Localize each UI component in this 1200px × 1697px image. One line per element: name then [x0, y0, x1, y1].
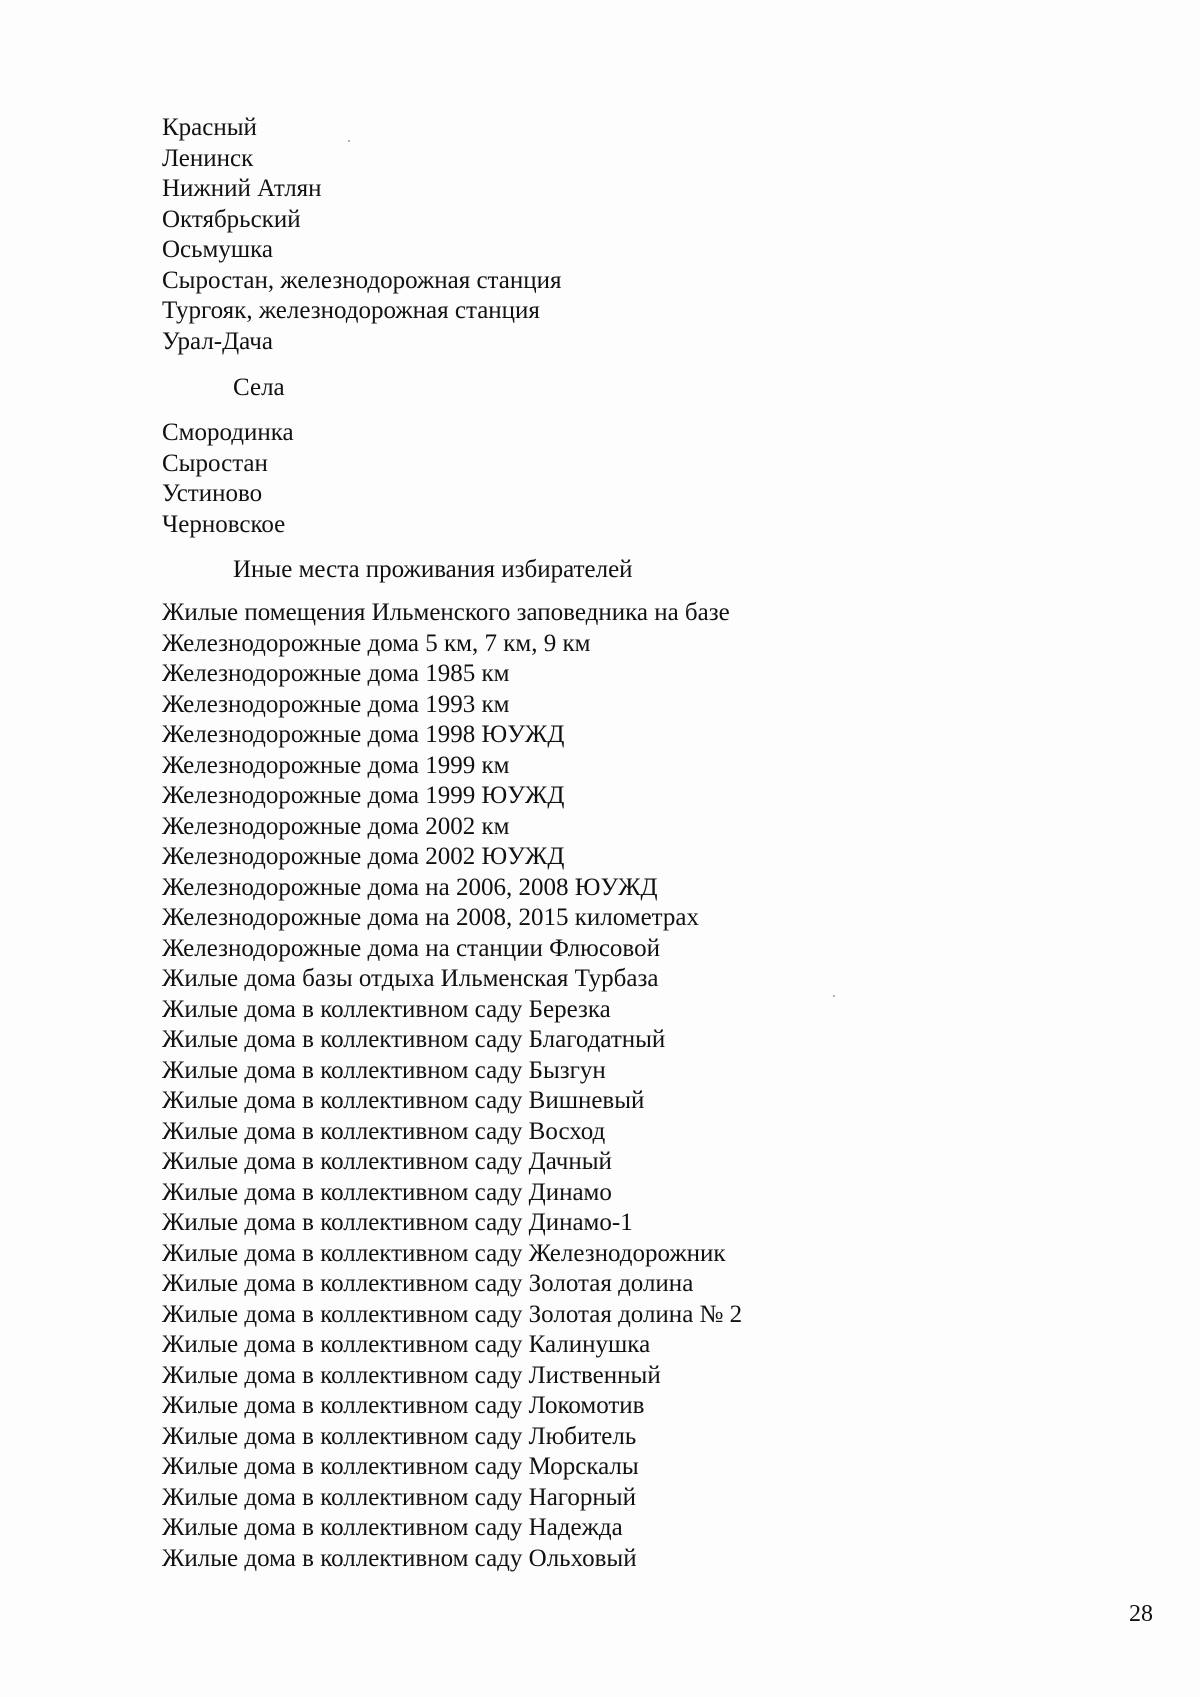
list-item: Железнодорожные дома 1999 ЮУЖД	[162, 782, 565, 809]
list-item: Жилые дома в коллективном саду Лиственный	[162, 1361, 661, 1389]
list-item: Жилые дома в коллективном саду Вишневый	[162, 1087, 645, 1114]
list-item: Жилые дома в коллективном саду Золотая долина № 2	[162, 1300, 743, 1328]
list-item: Жилые дома в коллективном саду Ольховый	[162, 1544, 637, 1572]
list-item: Железнодорожные дома 2002 ЮУЖД	[162, 843, 565, 870]
list-item: Железнодорожные дома 1999 км	[162, 751, 510, 779]
list-item: Красный	[162, 114, 257, 141]
list-item: Жилые дома в коллективном саду Благодатный	[162, 1026, 666, 1053]
list-item: Устиново	[162, 480, 263, 507]
list-item: Жилые дома в коллективном саду Березка	[162, 995, 611, 1023]
list-item: Смородинка	[162, 419, 294, 446]
list-item: Жилые дома в коллективном саду Локомотив	[162, 1392, 645, 1419]
list-item: Железнодорожные дома 1993 км	[162, 690, 510, 718]
list-item: Черновское	[162, 510, 286, 538]
list-item: Осьмушка	[162, 236, 273, 263]
page-number: 28	[1129, 1601, 1153, 1627]
villages-heading: Села	[233, 374, 285, 401]
list-item: Жилые помещения Ильменского заповедника на базе	[162, 599, 730, 626]
other-places-list	[162, 598, 1062, 1574]
list-item: Жилые дома в коллективном саду Бызгун	[162, 1056, 606, 1084]
list-item: Жилые дома в коллективном саду Железнодорожник	[162, 1239, 726, 1267]
scan-speck	[348, 140, 350, 142]
other-places-heading: Иные места проживания избирателей	[233, 556, 633, 583]
list-item: Урал-Дача	[162, 327, 273, 355]
list-item: Железнодорожные дома на 2006, 2008 ЮУЖД	[162, 873, 658, 901]
scan-speck	[833, 995, 835, 997]
villages-list	[162, 418, 1062, 540]
list-item: Жилые дома в коллективном саду Надежда	[162, 1514, 623, 1541]
list-item: Жилые дома в коллективном саду Динамо-1	[162, 1209, 633, 1236]
settlements-list	[162, 113, 1062, 357]
list-item: Жилые дома в коллективном саду Морскалы	[162, 1453, 639, 1480]
list-item: Тургояк, железнодорожная станция	[162, 297, 540, 324]
list-item: Железнодорожные дома на станции Флюсовой	[162, 934, 660, 962]
list-item: Железнодорожные дома 2002 км	[162, 812, 510, 840]
list-item: Сыростан, железнодорожная станция	[162, 266, 562, 294]
list-item: Железнодорожные дома 1998 ЮУЖД	[162, 721, 565, 748]
list-item: Железнодорожные дома 1985 км	[162, 660, 510, 687]
list-item: Жилые дома базы отдыха Ильменская Турбаза	[162, 965, 659, 992]
list-item: Железнодорожные дома на 2008, 2015 километрах	[162, 904, 700, 931]
list-item: Жилые дома в коллективном саду Калинушка	[162, 1331, 651, 1358]
list-item: Нижний Атлян	[162, 175, 322, 202]
list-item: Ленинск	[162, 144, 254, 172]
list-item: Жилые дома в коллективном саду Дачный	[162, 1148, 612, 1175]
list-item: Жилые дома в коллективном саду Любитель	[162, 1422, 637, 1450]
list-item: Жилые дома в коллективном саду Нагорный	[162, 1483, 636, 1511]
list-item: Железнодорожные дома 5 км, 7 км, 9 км	[162, 629, 591, 657]
list-item: Жилые дома в коллективном саду Золотая долина	[162, 1270, 694, 1297]
list-item: Октябрьский	[162, 205, 301, 233]
list-item: Сыростан	[162, 449, 268, 477]
list-item: Жилые дома в коллективном саду Динамо	[162, 1178, 612, 1206]
list-item: Жилые дома в коллективном саду Восход	[162, 1117, 606, 1145]
